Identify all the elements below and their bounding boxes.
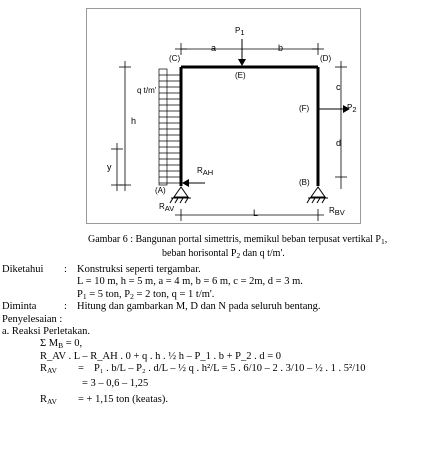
given-row-2 <box>2 276 435 288</box>
asked-label: Diminta <box>2 301 37 313</box>
dim-c-label: c <box>336 82 341 92</box>
asked-row <box>2 301 435 313</box>
asked-text: Hitung dan gambarkan M, D dan N pada seluruh bentang. <box>77 301 321 313</box>
figure-caption <box>88 234 433 262</box>
rah-label: RAH <box>197 166 214 177</box>
given-row-3 <box>2 289 435 301</box>
dim-l-label: L <box>253 208 259 218</box>
dim-y-label: y <box>107 162 112 172</box>
equation-rav-result-lhs: $R_{AV}$ <box>40 393 57 406</box>
section-a-title: a. Reaksi Perletakan. <box>2 325 91 337</box>
node-c-label: (C) <box>169 54 181 63</box>
rav-label: RAV <box>159 202 175 213</box>
dim-line-top <box>175 43 324 55</box>
dim-a-label: a <box>211 43 217 53</box>
asked-colon: : <box>64 301 67 313</box>
given-label: Diketahui <box>2 264 44 275</box>
node-b-label: (B) <box>299 178 310 187</box>
equation-moment: R_AV . L – R_AH . 0 + q . h . ½ h – P_1 . b + P_2 . d = 0 <box>40 350 282 362</box>
equation-rav-lhs: $R_{AV}$ <box>40 363 57 376</box>
support-b <box>307 187 328 203</box>
given-line-3: $P_1 = 5$ ton, $P_2 = 2$ ton, q = 1 t/m'. <box>77 288 215 301</box>
dim-b-label: b <box>278 43 284 53</box>
support-a <box>170 187 191 203</box>
dim-line-left <box>111 61 131 191</box>
given-line-2: L = 10 m, h = 5 m, a = 4 m, b = 6 m, c = 2m, d = 3 m. <box>77 276 303 288</box>
figure-box <box>86 8 361 224</box>
distributed-load-q <box>159 69 180 185</box>
equation-rav-equals: = <box>78 363 84 375</box>
equation-rav-result: = + 1,15 ton (keatas). <box>78 393 168 405</box>
equation-rav-step: = 3 – 0,6 – 1,25 <box>82 378 149 390</box>
dim-h-label: h <box>131 116 137 126</box>
dim-d-label: d <box>336 138 342 148</box>
portal-frame-diagram <box>87 9 362 225</box>
section-a-row <box>2 326 435 338</box>
given-line-1: Konstruksi seperti tergambar. <box>77 264 201 275</box>
solution-heading: Penyelesaian : <box>2 313 63 325</box>
given-colon: : <box>64 264 67 275</box>
node-a-label: (A) <box>155 186 166 195</box>
node-e-label: (E) <box>235 71 246 80</box>
eq3-row <box>2 363 435 378</box>
caption-line-2: beban horisontal $P_2$ dan q t/m'. <box>162 248 285 260</box>
equation-rav-rhs: P₁ . b/L – P₂ . d/L – ½ q . h²/L = 5 . 6/10 – 2 . 3/10 – ½ . 1 . 5²/10 <box>94 363 366 375</box>
node-d-label: (D) <box>320 54 332 63</box>
rah-arrow <box>182 179 205 187</box>
q-load-label: q t/m' <box>137 86 157 95</box>
eq1-row <box>2 338 435 350</box>
equation-sum-mb: Σ $M_B = 0$, <box>40 338 83 351</box>
eq4-row <box>2 378 435 390</box>
rbv-label: RBV <box>329 206 345 217</box>
dim-line-right <box>335 61 347 189</box>
solution-heading-row <box>2 314 435 326</box>
eq5-row <box>2 394 435 406</box>
dim-line-bottom <box>175 209 324 221</box>
p1-label: P1 <box>235 26 245 37</box>
problem-body <box>2 264 435 406</box>
given-row-1 <box>2 264 435 276</box>
p2-label: P2 <box>347 103 357 114</box>
caption-line-1: Gambar 6 : Bangunan portal simettris, memikul beban terpusat vertikal $P_1$, <box>88 234 388 246</box>
eq2-row <box>2 351 435 363</box>
node-f-label: (F) <box>299 104 310 113</box>
